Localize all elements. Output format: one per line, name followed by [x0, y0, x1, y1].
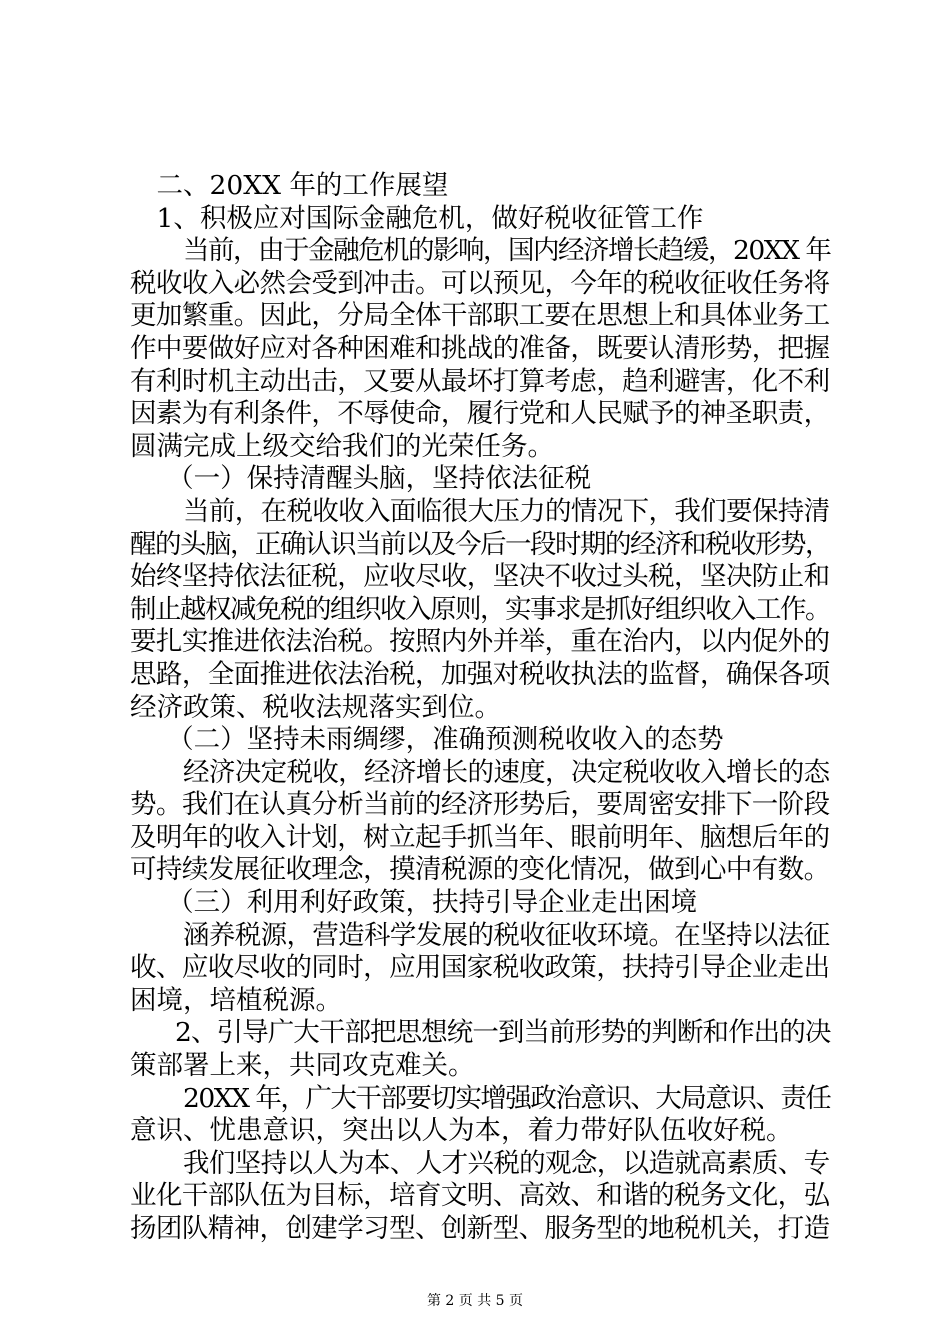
- text-line: 制止越权减免税的组织收入原则，实事求是抓好组织收入工作。: [130, 593, 830, 625]
- text-line: 有利时机主动出击，又要从最坏打算考虑，趋利避害，化不利: [130, 365, 830, 397]
- text-line: （二）坚持未雨绸缪，准确预测税收收入的态势: [167, 724, 724, 756]
- text-line: 可持续发展征收理念，摸清税源的变化情况，做到心中有数。: [130, 854, 830, 886]
- text-line: 二、20XX 年的工作展望: [156, 170, 449, 201]
- text-line: 当前，由于金融危机的影响，国内经济增长趋缓，20XX 年: [183, 235, 831, 267]
- text-line: 思路，全面推进依法治税，加强对税收执法的监督，确保各项: [130, 658, 830, 690]
- text-line: 要扎实推进依法治税。按照内外并举，重在治内，以内促外的: [130, 626, 830, 658]
- text-line: 20XX 年，广大干部要切实增强政治意识、大局意识、责任: [183, 1082, 831, 1114]
- text-line: （一）保持清醒头脑，坚持依法征税: [167, 463, 592, 495]
- text-line: 我们坚持以人为本、人才兴税的观念，以造就高素质、专: [183, 1147, 830, 1179]
- text-line: （三）利用利好政策，扶持引导企业走出困境: [167, 887, 698, 919]
- text-line: 1、积极应对国际金融危机，做好税收征管工作: [156, 202, 704, 234]
- text-line: 当前，在税收收入面临很大压力的情况下，我们要保持清: [183, 495, 830, 527]
- text-line: 更加繁重。因此，分局全体干部职工要在思想上和具体业务工: [130, 300, 830, 332]
- document-body: [130, 170, 830, 1246]
- text-line: 及明年的收入计划，树立起手抓当年、眼前明年、脑想后年的: [130, 821, 830, 853]
- text-line: 圆满完成上级交给我们的光荣任务。: [130, 430, 554, 462]
- text-line: 税收收入必然会受到冲击。可以预见，今年的税收征收任务将: [130, 267, 830, 299]
- text-line: 2、引导广大干部把思想统一到当前形势的判断和作出的决: [175, 1017, 831, 1049]
- text-line: 策部署上来，共同攻克难关。: [130, 1050, 475, 1082]
- text-line: 业化干部队伍为目标，培育文明、高效、和谐的税务文化，弘: [130, 1180, 830, 1212]
- text-line: 作中要做好应对各种困难和挑战的准备，既要认清形势，把握: [130, 332, 830, 364]
- text-line: 醒的头脑，正确认识当前以及今后一段时期的经济和税收形势，: [130, 528, 830, 560]
- text-line: 困境，培植税源。: [130, 984, 342, 1016]
- text-line: 意识、忧患意识，突出以人为本，着力带好队伍收好税。: [130, 1115, 793, 1147]
- text-line: 经济政策、税收法规落实到位。: [130, 691, 501, 723]
- text-line: 因素为有利条件，不辱使命，履行党和人民赋予的神圣职责，: [130, 398, 830, 430]
- text-line: 扬团队精神，创建学习型、创新型、服务型的地税机关，打造: [130, 1213, 830, 1244]
- text-line: 涵养税源，营造科学发展的税收征收环境。在坚持以法征: [183, 919, 830, 951]
- page-footer: 第 2 页 共 5 页: [426, 1293, 524, 1309]
- text-line: 始终坚持依法征税，应收尽收，坚决不收过头税，坚决防止和: [130, 561, 830, 593]
- text-line: 收、应收尽收的同时，应用国家税收政策，扶持引导企业走出: [130, 952, 830, 984]
- text-line: 势。我们在认真分析当前的经济形势后，要周密安排下一阶段: [130, 789, 830, 821]
- text-line: 经济决定税收，经济增长的速度，决定税收收入增长的态: [183, 756, 830, 788]
